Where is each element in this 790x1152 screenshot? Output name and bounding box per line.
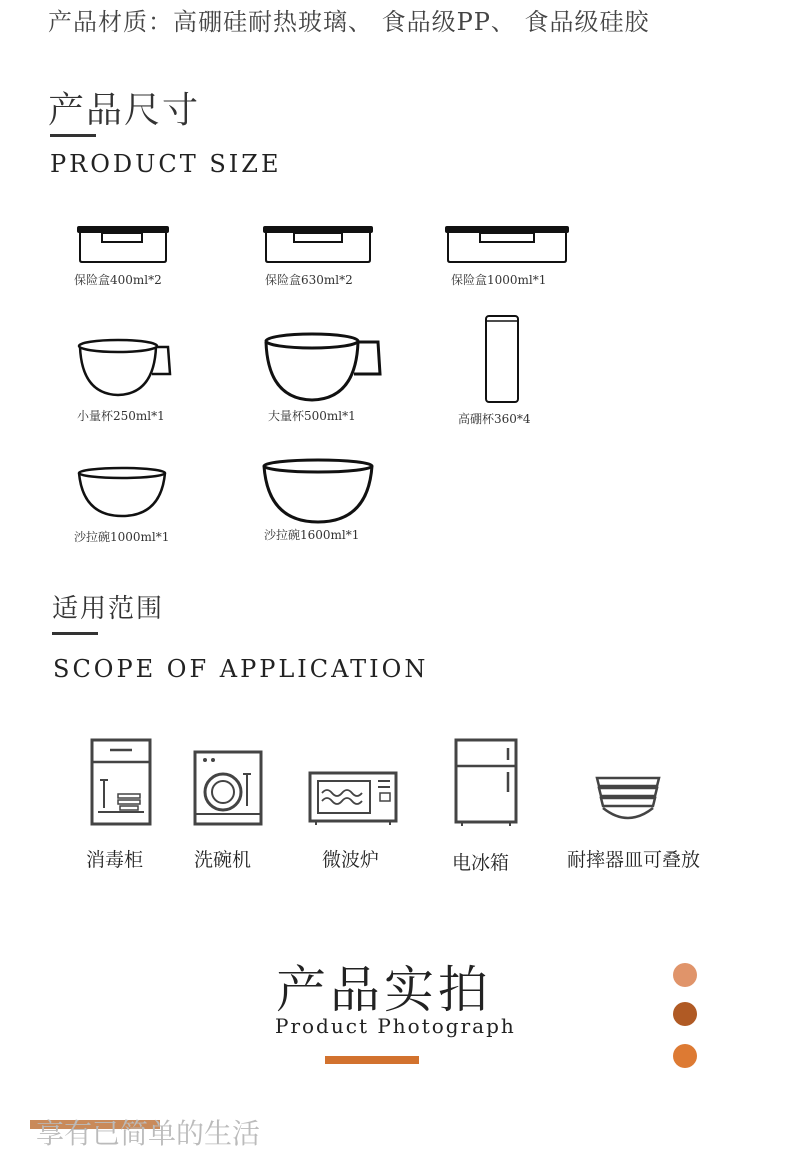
decor-dot-1 bbox=[673, 963, 697, 987]
application-label: 耐摔器皿可叠放 bbox=[567, 849, 701, 871]
photo-title-cn: 产品实拍 bbox=[276, 961, 492, 1019]
application-label: 洗碗机 bbox=[194, 849, 252, 871]
product-caption: 高硼杯360*4 bbox=[458, 412, 531, 426]
product-caption: 沙拉碗1600ml*1 bbox=[264, 528, 360, 542]
application-label: 电冰箱 bbox=[452, 852, 510, 874]
material-line: 产品材质：高硼硅耐热玻璃、 食品级PP、 食品级硅胶 bbox=[48, 8, 650, 36]
refrigerator-icon bbox=[454, 738, 518, 826]
application-label: 微波炉 bbox=[322, 849, 380, 871]
scope-title-en: SCOPE OF APPLICATION bbox=[53, 655, 429, 683]
storage-box-icon bbox=[76, 224, 170, 264]
product-caption: 保险盒1000ml*1 bbox=[451, 273, 547, 287]
product-caption: 沙拉碗1000ml*1 bbox=[74, 530, 170, 544]
application-label: 消毒柜 bbox=[86, 849, 144, 871]
scope-title-rule bbox=[52, 632, 98, 635]
microwave-icon bbox=[308, 771, 398, 825]
product-caption: 保险盒400ml*2 bbox=[74, 273, 162, 287]
bottom-slogan: 享有已简单的生活 bbox=[36, 1117, 261, 1150]
product-caption: 大量杯500ml*1 bbox=[268, 409, 356, 423]
storage-box-icon bbox=[262, 224, 374, 264]
storage-box-icon bbox=[444, 224, 570, 264]
photo-title-en: Product Photograph bbox=[275, 1014, 516, 1038]
tall-glass-icon bbox=[484, 314, 520, 404]
photo-title-accent-bar bbox=[325, 1056, 419, 1064]
disinfection-cabinet-icon bbox=[90, 738, 152, 826]
measuring-cup-icon bbox=[264, 332, 384, 402]
decor-dot-2 bbox=[673, 1002, 697, 1026]
measuring-cup-icon bbox=[78, 338, 174, 398]
salad-bowl-icon bbox=[262, 458, 374, 524]
size-title-en: PRODUCT SIZE bbox=[50, 150, 282, 178]
dishwasher-icon bbox=[193, 750, 263, 826]
size-title-cn: 产品尺寸 bbox=[48, 90, 201, 131]
stacked-bowls-icon bbox=[595, 774, 661, 824]
size-title-rule bbox=[50, 134, 96, 137]
product-caption: 保险盒630ml*2 bbox=[265, 273, 353, 287]
product-caption: 小量杯250ml*1 bbox=[77, 409, 165, 423]
salad-bowl-icon bbox=[77, 466, 167, 518]
scope-title-cn: 适用范围 bbox=[52, 594, 165, 624]
decor-dot-3 bbox=[673, 1044, 697, 1068]
